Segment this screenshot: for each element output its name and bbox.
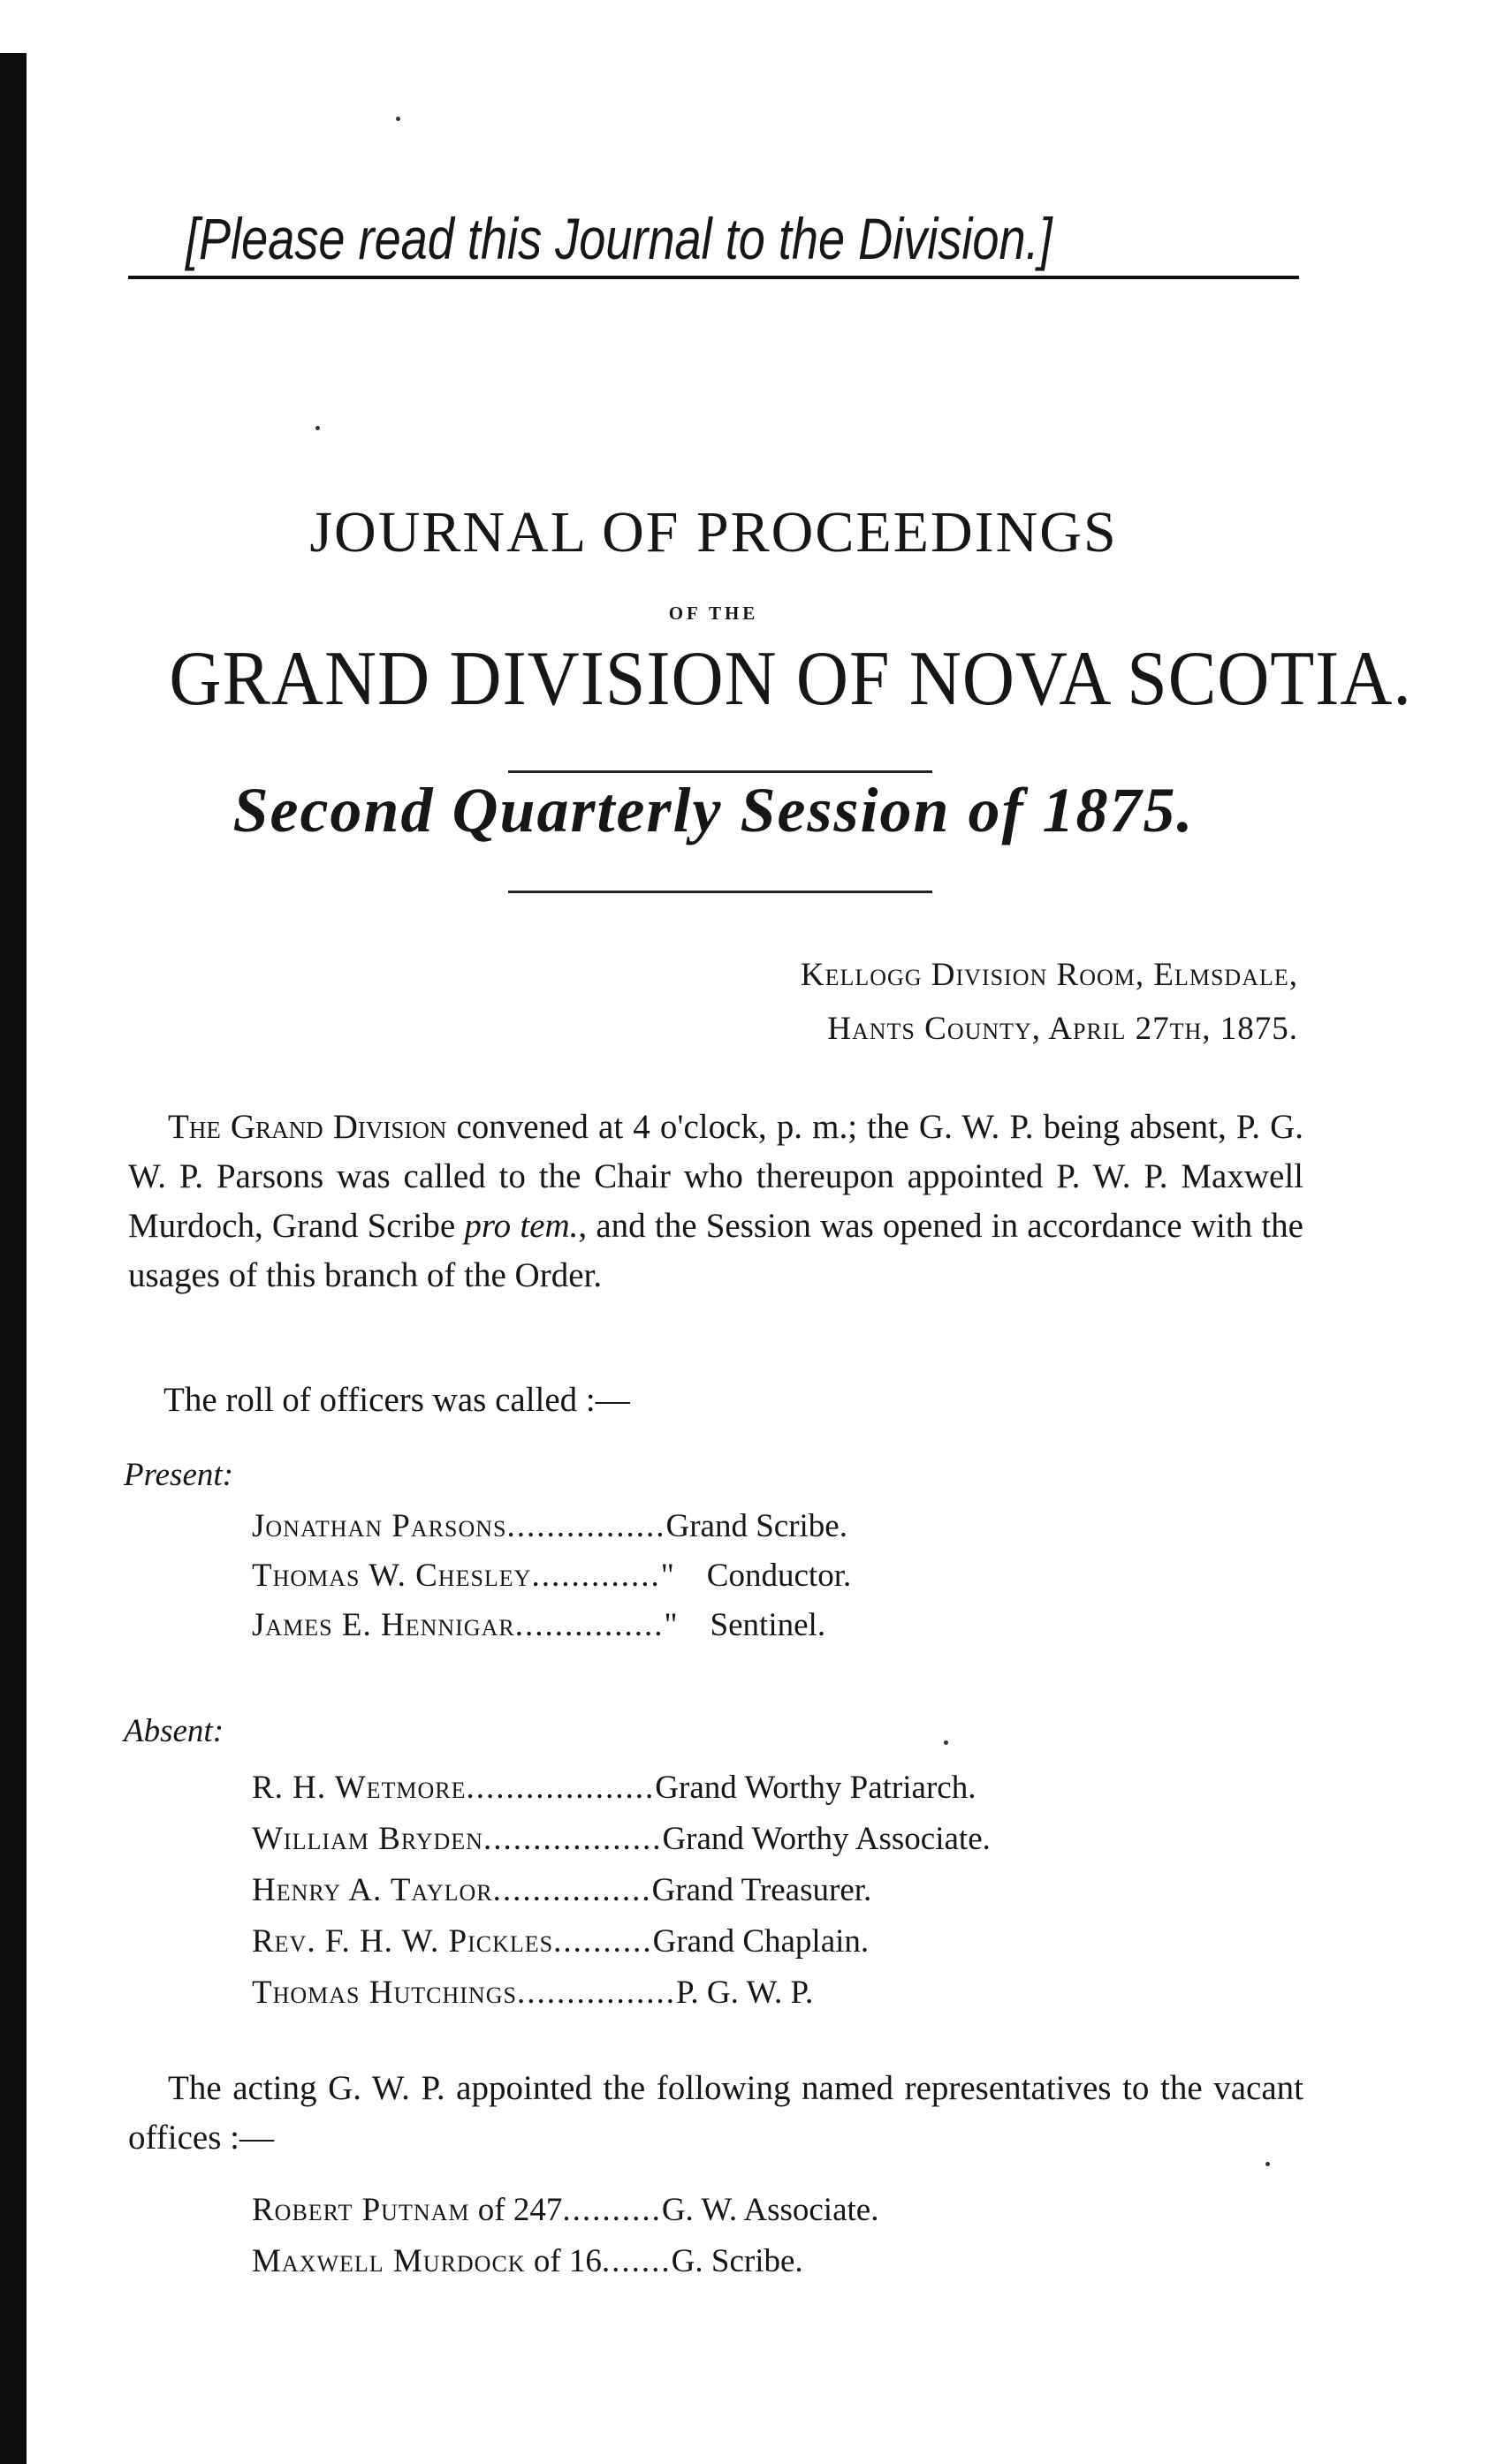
- officer-title: " Sentinel.: [664, 1607, 826, 1643]
- header-note-text: [Please read this Journal to the Division.]: [186, 206, 1052, 271]
- opening-lead: The Grand Division: [168, 1108, 447, 1146]
- officer-title: " Conductor.: [660, 1558, 852, 1594]
- officer-name: R. H. Wetmore: [252, 1770, 467, 1806]
- print-speck: [396, 117, 400, 121]
- present-row: [252, 1502, 847, 1551]
- print-speck: [944, 1740, 948, 1745]
- opening-text-2: , and the Session was opened in accordance with the usages of this branch of the Order.: [128, 1207, 1303, 1294]
- officer-name: James E. Hennigar: [252, 1607, 515, 1643]
- opening-paragraph: [128, 1103, 1303, 1300]
- leader-dots: .......: [601, 2243, 672, 2279]
- leader-dots: ..........: [553, 1923, 653, 1960]
- officer-title: Grand Worthy Associate.: [662, 1821, 991, 1857]
- absent-label: Absent:: [124, 1713, 224, 1749]
- representative-name: Robert Putnam: [252, 2192, 470, 2228]
- header-note: [128, 205, 1299, 279]
- roll-intro: The roll of officers was called :—: [163, 1381, 630, 1419]
- journal-title: JOURNAL OF PROCEEDINGS: [309, 500, 1118, 565]
- leader-dots: ................: [506, 1508, 666, 1544]
- officer-name: Thomas Hutchings: [252, 1975, 517, 2011]
- representative-row: [252, 2237, 803, 2286]
- leader-dots: ...................: [466, 1770, 656, 1806]
- representative-division: of 16: [525, 2243, 602, 2279]
- leader-dots: ...............: [514, 1607, 665, 1643]
- title-rule-top: [508, 770, 932, 773]
- absent-row: [252, 1968, 813, 2018]
- leader-dots: ................: [492, 1872, 652, 1908]
- representative-office: G. Scribe.: [671, 2243, 803, 2279]
- place-line-1: Kellogg Division Room, Elmsdale,: [800, 957, 1298, 993]
- present-row: [252, 1601, 825, 1650]
- leader-dots: ................: [516, 1975, 676, 2011]
- place-line-2: Hants County, April 27th, 1875.: [827, 1011, 1298, 1047]
- print-speck: [315, 426, 320, 430]
- officer-title: Grand Worthy Patriarch.: [655, 1770, 976, 1806]
- present-row: [252, 1551, 851, 1601]
- absent-row: [252, 1866, 871, 1915]
- absent-row: [252, 1815, 991, 1864]
- officer-title: Grand Scribe.: [665, 1508, 847, 1544]
- officer-name: Thomas W. Chesley: [252, 1558, 532, 1594]
- organization-title: GRAND DIVISION OF NOVA SCOTIA.: [169, 636, 1412, 722]
- session-title: Second Quarterly Session of 1875.: [232, 775, 1195, 845]
- absent-row: [252, 1763, 976, 1813]
- representative-division: of 247: [469, 2192, 563, 2228]
- page-spine-shadow: [0, 53, 27, 2464]
- officer-name: Jonathan Parsons: [252, 1508, 507, 1544]
- officer-title: P. G. W. P.: [675, 1975, 814, 2011]
- opening-italic: pro tem.: [464, 1207, 579, 1245]
- appointment-paragraph: The acting G. W. P. appointed the following named representatives to the vacant offices :—: [128, 2069, 1303, 2157]
- title-connector: OF THE: [668, 603, 759, 624]
- officer-name: William Bryden: [252, 1821, 483, 1857]
- officer-name: Rev. F. H. W. Pickles: [252, 1923, 554, 1960]
- leader-dots: ..........: [562, 2192, 662, 2228]
- officer-title: Grand Treasurer.: [651, 1872, 872, 1908]
- officer-title: Grand Chaplain.: [652, 1923, 870, 1960]
- leader-dots: ..................: [483, 1821, 663, 1857]
- representative-row: [252, 2186, 878, 2235]
- absent-row: [252, 1917, 869, 1967]
- title-rule-bottom: [508, 891, 932, 893]
- present-label: Present:: [124, 1457, 233, 1493]
- representative-name: Maxwell Murdock: [252, 2243, 526, 2279]
- opening-text-1: convened at 4 o'clock, p. m.; the G. W. P. being absent, P. G. W. P. Parsons was called to the Chair who thereupon appointed P. W. P. Maxwell Murdoch, Grand Scribe: [128, 1108, 1303, 1245]
- leader-dots: .............: [531, 1558, 661, 1594]
- representative-office: G. W. Associate.: [661, 2192, 879, 2228]
- officer-name: Henry A. Taylor: [252, 1872, 493, 1908]
